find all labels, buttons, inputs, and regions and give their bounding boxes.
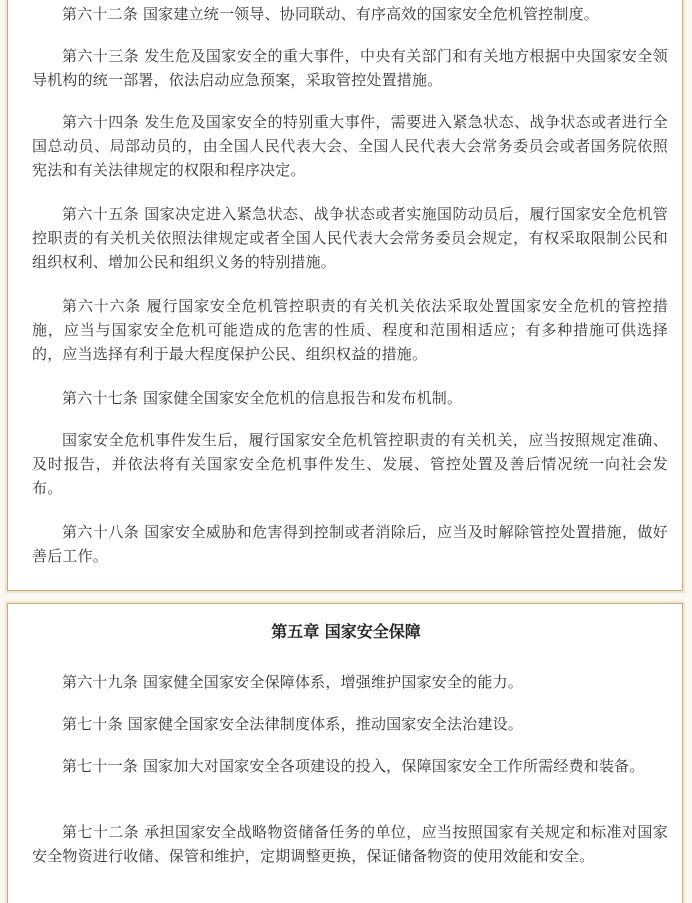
article-67: 第六十七条 国家健全国家安全危机的信息报告和发布机制。 bbox=[62, 389, 463, 407]
article-62: 第六十二条 国家建立统一领导、协同联动、有序高效的国家安全危机管控制度。 bbox=[62, 5, 599, 23]
law-section-chapter-5 bbox=[7, 603, 683, 903]
article-65: 第六十五条 国家决定进入紧急状态、战争状态或者实施国防动员后，履行国家安全危机管控职责的有关机关依照法律规定或者全国人民代表大会常务委员会规定，有权采取限制公民和组织权利、增加公民和组织义务的特别措施。 bbox=[32, 205, 668, 271]
article-67-paragraph-2: 国家安全危机事件发生后，履行国家安全危机管控职责的有关机关，应当按照规定准确、及时报告，并依法将有关国家安全危机事件发生、发展、管控处置及善后情况统一向社会发布。 bbox=[32, 431, 668, 497]
article-68: 第六十八条 国家安全威胁和危害得到控制或者消除后，应当及时解除管控处置措施，做好善后工作。 bbox=[32, 523, 668, 565]
law-section-crisis-control bbox=[7, 0, 683, 591]
article-66: 第六十六条 履行国家安全危机管控职责的有关机关依法采取处置国家安全危机的管控措施，应当与国家安全危机可能造成的危害的性质、程度和范围相适应；有多种措施可供选择的，应当选择有利于最大程度保护公民、组织权益的措施。 bbox=[32, 297, 668, 363]
article-70: 第七十条 国家健全国家安全法律制度体系，推动国家安全法治建设。 bbox=[62, 715, 523, 733]
article-69: 第六十九条 国家健全国家安全保障体系，增强维护国家安全的能力。 bbox=[62, 673, 523, 691]
article-63: 第六十三条 发生危及国家安全的重大事件，中央有关部门和有关地方根据中央国家安全领导机构的统一部署，依法启动应急预案，采取管控处置措施。 bbox=[32, 47, 668, 89]
chapter-title: 第五章 国家安全保障 bbox=[271, 622, 421, 641]
article-64: 第六十四条 发生危及国家安全的特别重大事件，需要进入紧急状态、战争状态或者进行全国总动员、局部动员的，由全国人民代表大会、全国人民代表大会常务委员会或者国务院依照宪法和有关法律规定的权限和程序决定。 bbox=[32, 113, 668, 179]
article-71: 第七十一条 国家加大对国家安全各项建设的投入，保障国家安全工作所需经费和装备。 bbox=[62, 757, 645, 775]
article-72: 第七十二条 承担国家安全战略物资储备任务的单位，应当按照国家有关规定和标准对国家安全物资进行收储、保管和维护，定期调整更换，保证储备物资的使用效能和安全。 bbox=[32, 823, 668, 865]
